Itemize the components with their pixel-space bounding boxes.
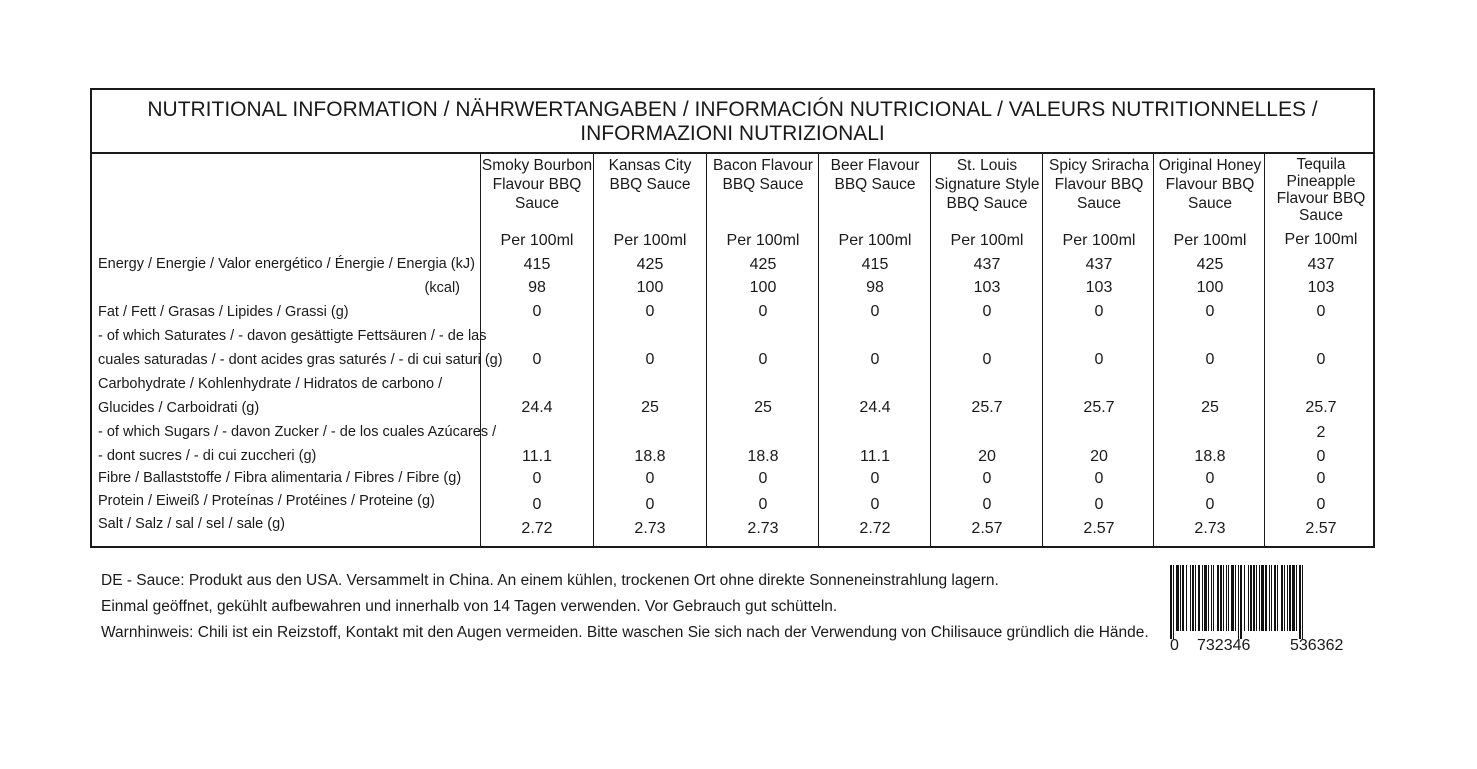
value-protein: 0 bbox=[1094, 496, 1104, 513]
column-header-line: Pineapple bbox=[1286, 173, 1356, 190]
value-energy-kcal: 103 bbox=[1085, 279, 1113, 296]
value-fat: 0 bbox=[982, 303, 992, 320]
barcode-bar bbox=[1195, 565, 1196, 631]
per-100ml-label: Per 100ml bbox=[500, 232, 574, 249]
row-label-saturates-1: - of which Saturates / - davon gesättigte Fettsäuren / - de las bbox=[98, 328, 487, 344]
value-fibre: 0 bbox=[1205, 470, 1215, 487]
row-label-carbs-2: Glucides / Carboidrati (g) bbox=[98, 400, 260, 416]
barcode-bar bbox=[1281, 565, 1283, 631]
value-carbs: 24.4 bbox=[859, 399, 891, 416]
barcode-bar bbox=[1302, 565, 1303, 639]
value-energy-kcal: 103 bbox=[1307, 279, 1335, 296]
value-salt: 2.57 bbox=[1083, 520, 1115, 537]
barcode-bar bbox=[1244, 565, 1245, 631]
barcode-bar bbox=[1176, 565, 1179, 631]
value-protein: 0 bbox=[758, 496, 768, 513]
barcode-bar bbox=[1182, 565, 1184, 631]
table-title bbox=[92, 90, 1373, 154]
barcode-bar bbox=[1198, 565, 1200, 631]
value-sugars: 11.1 bbox=[522, 448, 552, 465]
value-fat: 0 bbox=[532, 303, 542, 320]
value-energy-kj: 437 bbox=[1307, 256, 1335, 273]
row-label-sugars-1: - of which Sugars / - davon Zucker / - de los cuales Azúcares / bbox=[98, 424, 497, 440]
row-label-fat: Fat / Fett / Grasas / Lipides / Grassi (g) bbox=[98, 304, 349, 320]
value-carbs: 25.7 bbox=[971, 399, 1003, 416]
value-fat: 0 bbox=[1205, 303, 1215, 320]
column-header-line: Sauce bbox=[1077, 195, 1121, 212]
column-header bbox=[1265, 156, 1377, 224]
value-fat: 0 bbox=[1316, 303, 1326, 320]
column-header-line: BBQ Sauce bbox=[609, 176, 691, 193]
per-100ml-label: Per 100ml bbox=[1284, 231, 1358, 248]
column-header-line: Smoky Bourbon bbox=[481, 157, 593, 174]
barcode-bar bbox=[1284, 565, 1285, 631]
value-fat: 0 bbox=[645, 303, 655, 320]
barcode-bar bbox=[1211, 565, 1212, 631]
value-fat: 0 bbox=[758, 303, 768, 320]
value-carbs: 25 bbox=[754, 399, 772, 416]
column-header-line: Flavour BBQ bbox=[1054, 176, 1144, 193]
column-header bbox=[481, 156, 593, 213]
barcode-bar bbox=[1269, 565, 1270, 631]
barcode-bar bbox=[1220, 565, 1222, 631]
value-energy-kcal: 98 bbox=[528, 279, 546, 296]
row-label-fibre: Fibre / Ballaststoffe / Fibra alimentaria / Fibres / Fibre (g) bbox=[98, 470, 462, 486]
value-fat: 0 bbox=[1094, 303, 1104, 320]
value-fibre: 0 bbox=[870, 470, 880, 487]
value-saturates: 0 bbox=[1316, 351, 1326, 368]
barcode-bar bbox=[1274, 565, 1276, 631]
value-energy-kj: 437 bbox=[973, 256, 1001, 273]
barcode-bar bbox=[1208, 565, 1209, 631]
barcode-bar bbox=[1261, 565, 1264, 631]
value-salt: 2.72 bbox=[859, 520, 891, 537]
row-label-carbs-1: Carbohydrate / Kohlenhydrate / Hidratos de carbono / bbox=[98, 376, 443, 392]
column-header bbox=[594, 156, 706, 194]
value-protein: 0 bbox=[1205, 496, 1215, 513]
value-fibre: 0 bbox=[1316, 470, 1326, 487]
column-header bbox=[819, 156, 931, 194]
per-100ml-label: Per 100ml bbox=[838, 232, 912, 249]
barcode-bar bbox=[1277, 565, 1278, 631]
column-header-line: BBQ Sauce bbox=[946, 195, 1028, 212]
value-sugars: 18.8 bbox=[634, 448, 666, 465]
storage-instructions bbox=[101, 568, 1149, 646]
column-header-line: Signature Style bbox=[934, 176, 1040, 193]
value-saturates: 0 bbox=[1205, 351, 1215, 368]
barcode-bar bbox=[1202, 565, 1203, 631]
barcode-bar bbox=[1238, 565, 1239, 639]
barcode bbox=[1158, 563, 1358, 654]
column-header-line: Tequila bbox=[1296, 156, 1346, 173]
column-header-line: Beer Flavour bbox=[830, 157, 920, 174]
value-salt: 2.73 bbox=[1194, 520, 1226, 537]
column-header bbox=[1154, 156, 1266, 213]
barcode-bar bbox=[1287, 565, 1288, 631]
row-label-salt: Salt / Salz / sal / sel / sale (g) bbox=[98, 516, 285, 532]
footer-line-3: Warnhinweis: Chili ist ein Reizstoff, Kontakt mit den Augen vermeiden. Bitte waschen Sie sich nach der Verwendung von Chilisauce gründlich die Hände. bbox=[101, 624, 1149, 641]
column-header-line: Spicy Sriracha bbox=[1049, 157, 1149, 174]
value-carbs: 25 bbox=[641, 399, 659, 416]
column-header bbox=[931, 156, 1043, 213]
barcode-bars bbox=[1158, 563, 1358, 639]
value-protein: 0 bbox=[645, 496, 655, 513]
value-fibre: 0 bbox=[982, 470, 992, 487]
barcode-bar bbox=[1292, 565, 1295, 631]
per-100ml-label: Per 100ml bbox=[613, 232, 687, 249]
row-label-sugars-2: - dont sucres / - di cui zuccheri (g) bbox=[98, 448, 317, 464]
barcode-bar bbox=[1289, 565, 1291, 631]
value-fibre: 0 bbox=[645, 470, 655, 487]
per-100ml-label: Per 100ml bbox=[1062, 232, 1136, 249]
value-saturates: 0 bbox=[870, 351, 880, 368]
value-salt: 2.72 bbox=[521, 520, 553, 537]
barcode-bar bbox=[1299, 565, 1301, 639]
value-protein: 0 bbox=[982, 496, 992, 513]
value-energy-kj: 425 bbox=[749, 256, 777, 273]
barcode-bar bbox=[1190, 565, 1191, 631]
footer-line-1: DE - Sauce: Produkt aus den USA. Versammelt in China. An einem kühlen, trockenen Ort ohne direkte Sonneneinstrahlung lagern. bbox=[101, 572, 999, 589]
barcode-bar bbox=[1253, 565, 1255, 631]
barcode-bar bbox=[1235, 565, 1236, 631]
column-header-line: Sauce bbox=[1299, 207, 1343, 224]
title-line-1: NUTRITIONAL INFORMATION / NÄHRWERTANGABEN / INFORMACIÓN NUTRICIONAL / VALEURS NUTRITIONNELLES / bbox=[147, 98, 1318, 121]
column-header-line: Flavour BBQ bbox=[1276, 190, 1366, 207]
value-carbs: 25.7 bbox=[1083, 399, 1115, 416]
value-energy-kcal: 100 bbox=[1196, 279, 1224, 296]
row-label-energy-kcal: (kcal) bbox=[424, 280, 460, 296]
value-energy-kj: 425 bbox=[1196, 256, 1224, 273]
column-header-line: Flavour BBQ bbox=[1165, 176, 1255, 193]
barcode-group-left: 732346 bbox=[1197, 637, 1251, 654]
column-header-line: St. Louis bbox=[956, 157, 1018, 174]
value-saturates: 0 bbox=[982, 351, 992, 368]
value-energy-kcal: 98 bbox=[866, 279, 884, 296]
barcode-bar bbox=[1271, 565, 1272, 631]
barcode-bar bbox=[1180, 565, 1181, 631]
barcode-bar bbox=[1265, 565, 1267, 631]
row-label-protein: Protein / Eiweiß / Proteínas / Protéines / Proteine (g) bbox=[98, 493, 435, 509]
value-saturates: 0 bbox=[645, 351, 655, 368]
barcode-bar bbox=[1240, 565, 1242, 639]
value-energy-kcal: 100 bbox=[749, 279, 777, 296]
barcode-bar bbox=[1259, 565, 1260, 631]
per-100ml-label: Per 100ml bbox=[950, 232, 1024, 249]
value-energy-kj: 415 bbox=[523, 256, 551, 273]
value-energy-kj: 415 bbox=[861, 256, 889, 273]
value-energy-kj: 437 bbox=[1085, 256, 1113, 273]
value-sugars-extra: 2 bbox=[1316, 424, 1326, 441]
value-sugars: 0 bbox=[1316, 448, 1326, 465]
value-sugars: 18.8 bbox=[1194, 448, 1226, 465]
title-line-2: INFORMAZIONI NUTRIZIONALI bbox=[580, 122, 885, 145]
value-salt: 2.73 bbox=[634, 520, 666, 537]
barcode-bar bbox=[1228, 565, 1229, 631]
column-header-line: BBQ Sauce bbox=[722, 176, 804, 193]
column-header-line: Sauce bbox=[1188, 195, 1232, 212]
barcode-bar bbox=[1226, 565, 1227, 631]
barcode-bar bbox=[1204, 565, 1207, 631]
per-100ml-label: Per 100ml bbox=[726, 232, 800, 249]
barcode-bar bbox=[1217, 565, 1219, 631]
barcode-bar bbox=[1170, 565, 1172, 639]
value-fat: 0 bbox=[870, 303, 880, 320]
value-salt: 2.57 bbox=[1305, 520, 1337, 537]
value-saturates: 0 bbox=[758, 351, 768, 368]
barcode-bar bbox=[1250, 565, 1252, 631]
barcode-bar bbox=[1296, 565, 1297, 631]
value-carbs: 24.4 bbox=[521, 399, 553, 416]
column-header bbox=[1043, 156, 1155, 213]
barcode-bar bbox=[1223, 565, 1224, 631]
per-100ml-label: Per 100ml bbox=[1173, 232, 1247, 249]
value-sugars: 11.1 bbox=[860, 448, 890, 465]
value-fibre: 0 bbox=[1094, 470, 1104, 487]
barcode-bar bbox=[1186, 565, 1187, 631]
nutrition-table bbox=[90, 88, 1375, 548]
row-label-energy-kj: Energy / Energie / Valor energético / Énergie / Energia (kJ) bbox=[98, 256, 475, 272]
barcode-bar bbox=[1248, 565, 1249, 631]
value-energy-kj: 425 bbox=[636, 256, 664, 273]
value-energy-kcal: 103 bbox=[973, 279, 1001, 296]
value-sugars: 20 bbox=[978, 448, 996, 465]
value-sugars: 20 bbox=[1090, 448, 1108, 465]
value-carbs: 25.7 bbox=[1305, 399, 1337, 416]
value-sugars: 18.8 bbox=[747, 448, 779, 465]
barcode-bar bbox=[1213, 565, 1214, 631]
footer-line-2: Einmal geöffnet, gekühlt aufbewahren und innerhalb von 14 Tagen verwenden. Vor Gebrauch gut schütteln. bbox=[101, 598, 838, 615]
column-header-line: Flavour BBQ bbox=[492, 176, 582, 193]
barcode-bar bbox=[1256, 565, 1257, 631]
barcode-group-right: 536362 bbox=[1290, 637, 1344, 654]
column-header-line: Bacon Flavour bbox=[713, 157, 813, 174]
row-label-saturates-2: cuales saturadas / - dont acides gras saturés / - di cui saturi (g) bbox=[98, 352, 503, 368]
value-fibre: 0 bbox=[532, 470, 542, 487]
value-salt: 2.57 bbox=[971, 520, 1003, 537]
column-header-line: Sauce bbox=[515, 195, 559, 212]
value-protein: 0 bbox=[532, 496, 542, 513]
column-header bbox=[707, 156, 819, 194]
value-salt: 2.73 bbox=[747, 520, 779, 537]
column-header-line: Original Honey bbox=[1158, 157, 1262, 174]
barcode-bar bbox=[1173, 565, 1174, 639]
barcode-digit-left: 0 bbox=[1170, 637, 1179, 654]
value-protein: 0 bbox=[870, 496, 880, 513]
value-protein: 0 bbox=[1316, 496, 1326, 513]
column-header-line: BBQ Sauce bbox=[834, 176, 916, 193]
barcode-bar bbox=[1231, 565, 1234, 631]
value-saturates: 0 bbox=[1094, 351, 1104, 368]
value-energy-kcal: 100 bbox=[636, 279, 664, 296]
value-carbs: 25 bbox=[1201, 399, 1219, 416]
barcode-bar bbox=[1192, 565, 1194, 631]
value-saturates: 0 bbox=[532, 351, 542, 368]
column-header-line: Kansas City bbox=[608, 157, 692, 174]
value-fibre: 0 bbox=[758, 470, 768, 487]
